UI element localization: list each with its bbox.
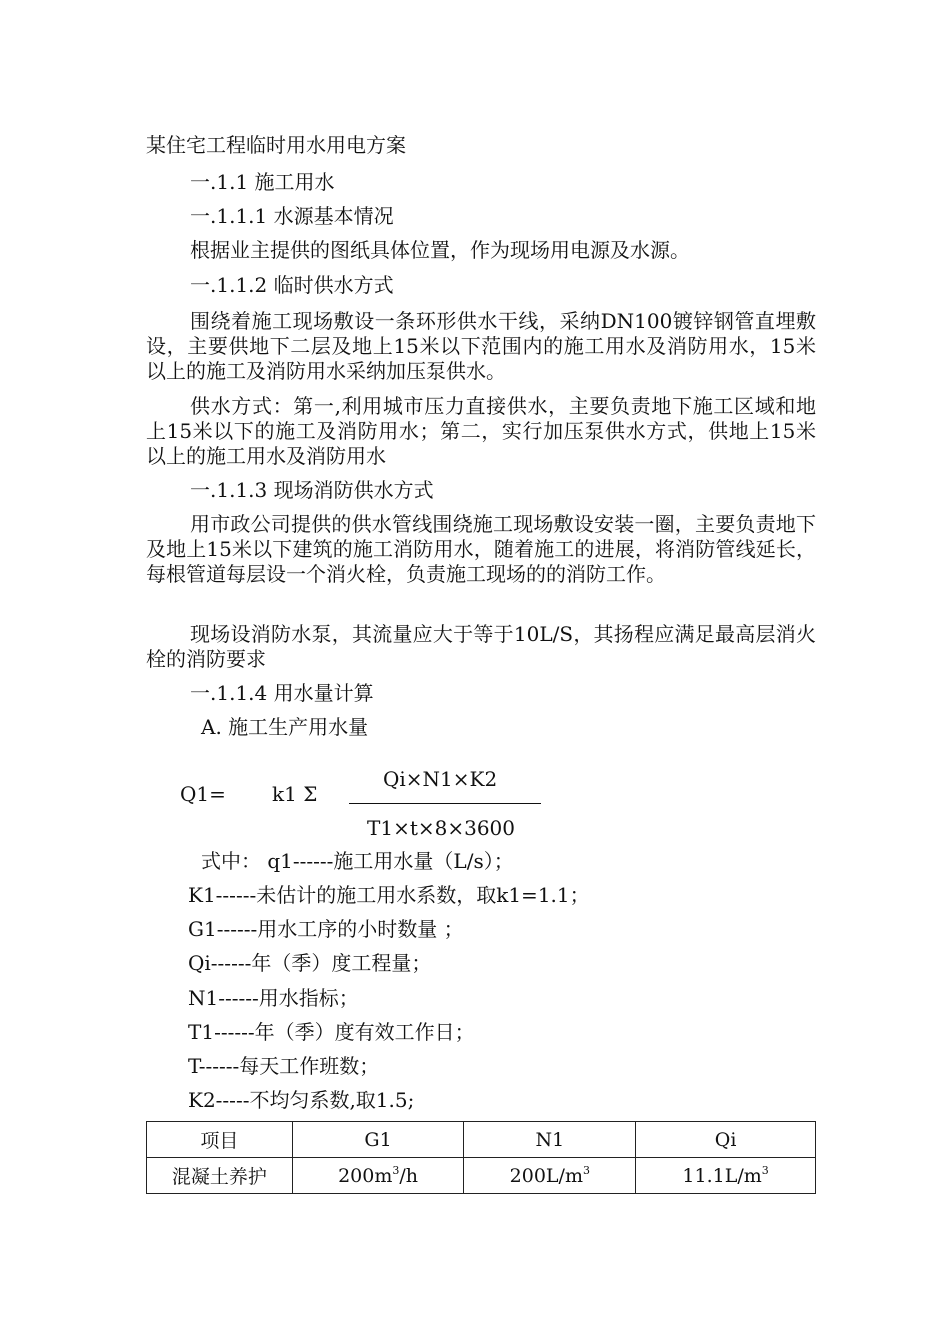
table-header-cell: N1 bbox=[464, 1122, 636, 1158]
paragraph: 根据业主提供的图纸具体位置，作为现场用电源及水源。 bbox=[190, 238, 690, 262]
item-heading: A. 施工生产用水量 bbox=[201, 715, 369, 739]
paragraph: 围绕着施工现场敷设一条环形供水干线，采纳DN100镀锌钢管直埋敷设，主要供地下二层及地上15米以下范围内的施工用水及消防用水，15米以上的施工及消防用水采纳加压泵供水。 bbox=[146, 309, 816, 383]
table-cell-qi: $11.1L/m^3$ bbox=[636, 1158, 816, 1194]
fraction-bar bbox=[349, 803, 541, 804]
table-cell-n1: $200L/m^3$ bbox=[464, 1158, 636, 1194]
table-row bbox=[147, 1158, 816, 1194]
definition-line: N1------用水指标； bbox=[188, 986, 359, 1010]
water-formula bbox=[0, 760, 950, 840]
table-header-cell: Qi bbox=[636, 1122, 816, 1158]
definition-line: Qi------年（季）度工程量； bbox=[188, 951, 432, 975]
table-header-row bbox=[147, 1122, 816, 1158]
subsection-heading: 一.1.1.2 临时供水方式 bbox=[190, 273, 394, 297]
formula-coefficient: k1 Σ bbox=[272, 782, 318, 806]
water-table bbox=[146, 1121, 816, 1194]
formula-lhs: Q1= bbox=[180, 782, 226, 806]
document-title: 某住宅工程临时用水用电方案 bbox=[146, 133, 406, 157]
table-cell-g1: $200m^3/h$ bbox=[292, 1158, 464, 1194]
definition-line: G1------用水工序的小时数量 ； bbox=[188, 917, 464, 941]
section-heading: 一.1.1 施工用水 bbox=[190, 170, 335, 194]
formula-numerator: Qi×N1×K2 bbox=[383, 767, 498, 791]
definition-line: K2-----不均匀系数,取1.5; bbox=[188, 1088, 415, 1112]
table-header-cell: 项目 bbox=[147, 1122, 293, 1158]
paragraph: 用市政公司提供的供水管线围绕施工现场敷设安装一圈，主要负责地下及地上15米以下建筑的施工消防用水，随着施工的进展，将消防管线延长，每根管道每层设一个消火栓，负责施工现场的的消防工作。 bbox=[146, 512, 816, 586]
paragraph: 供水方式：第一,利用城市压力直接供水，主要负责地下施工区域和地上15米以下的施工及消防用水；第二，实行加压泵供水方式，供地上15米以上的施工用水及消防用水 bbox=[146, 394, 816, 468]
subsection-heading: 一.1.1.4 用水量计算 bbox=[190, 681, 374, 705]
paragraph: 现场设消防水泵，其流量应大于等于10L/S，其扬程应满足最高层消火栓的消防要求 bbox=[146, 622, 816, 671]
subsection-heading: 一.1.1.3 现场消防供水方式 bbox=[190, 478, 434, 502]
formula-denominator: T1×t×8×3600 bbox=[367, 816, 515, 840]
definition-line: 式中： q1------施工用水量（L/s）； bbox=[201, 849, 514, 873]
definition-line: T------每天工作班数； bbox=[188, 1054, 380, 1078]
table-cell-item: 混凝土养护 bbox=[147, 1158, 293, 1194]
definition-line: T1------年（季）度有效工作日； bbox=[188, 1020, 475, 1044]
subsection-heading: 一.1.1.1 水源基本情况 bbox=[190, 204, 394, 228]
definition-line: K1------未估计的施工用水系数，取k1=1.1； bbox=[188, 883, 590, 907]
table-header-cell: G1 bbox=[292, 1122, 464, 1158]
